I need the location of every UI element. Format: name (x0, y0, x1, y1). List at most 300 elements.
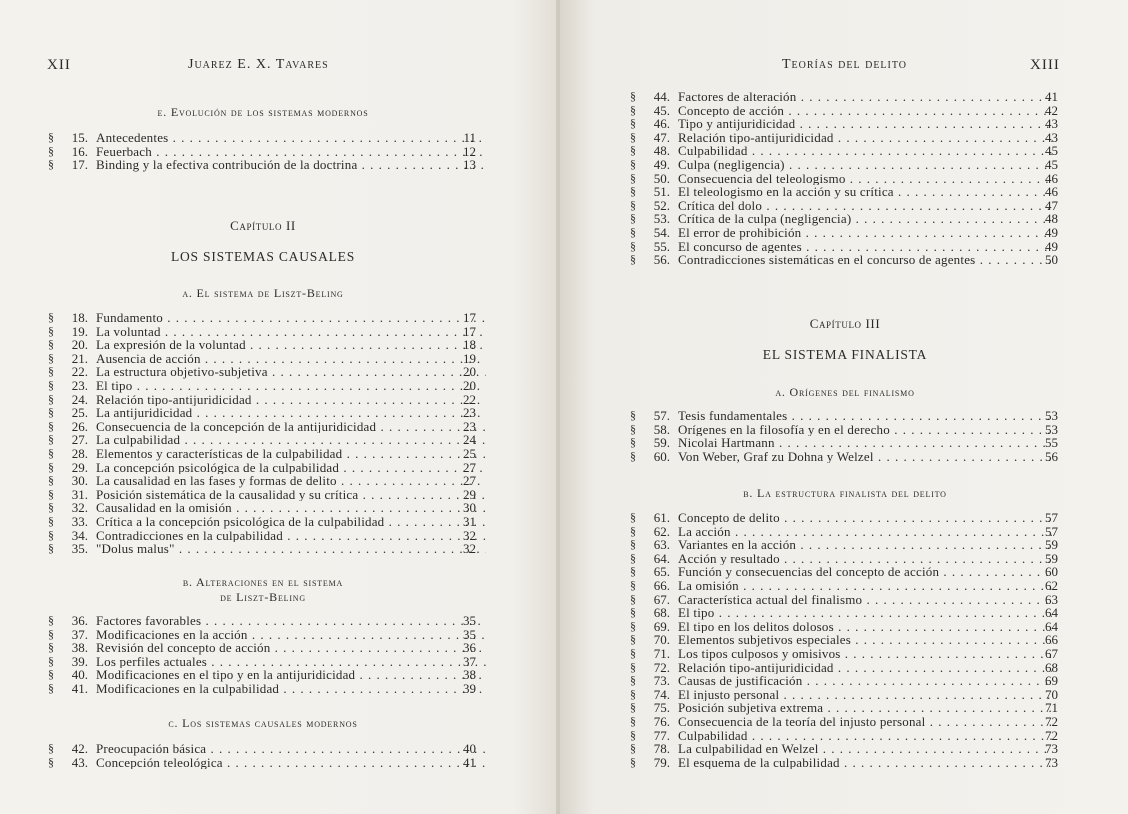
toc-entry (630, 172, 1060, 186)
section-b-finalismo-heading: b. La estructura finalista del delito (743, 486, 947, 500)
toc-section-a-finalismo (630, 409, 1060, 463)
section-sign: § (48, 310, 54, 324)
toc-entry (48, 474, 478, 488)
section-c-heading: c. Los sistemas causales modernos (168, 716, 358, 730)
toc-entry-page: 40 (463, 741, 476, 756)
toc-entry (630, 131, 1060, 145)
toc-entry (48, 338, 478, 352)
toc-entry-number: 53. (653, 211, 670, 227)
right-folio: XIII (1030, 57, 1060, 73)
toc-entry-page: 24 (463, 432, 476, 448)
left-folio: XII (47, 57, 71, 73)
toc-entry-title: Culpabilidad . . . (678, 729, 1052, 743)
toc-entry-number: 34. (71, 527, 88, 543)
toc-entry-title: Causas de justificación . . . (678, 674, 1052, 688)
toc-section-a (48, 311, 478, 556)
section-sign: § (48, 680, 54, 695)
toc-entry-page: 63 (1045, 591, 1058, 607)
toc-entry-title: Elementos subjetivos especiales . . . (678, 633, 1052, 647)
toc-entry-page: 32 (463, 527, 476, 543)
toc-entry-title: Modificaciones en la acción . . . (96, 628, 486, 642)
toc-entry (630, 742, 1060, 756)
toc-entry-number: 48. (653, 143, 670, 159)
toc-entry (48, 461, 478, 475)
toc-entry-title: Característica actual del finalismo . . . (678, 593, 1052, 607)
section-sign: § (48, 364, 54, 379)
toc-entry-title: El teleologismo en la acción y su crítica . . . (678, 185, 1052, 199)
section-sign: § (630, 550, 636, 565)
toc-entry-title: Feuerbach . . . (96, 145, 486, 159)
section-sign: § (48, 513, 54, 528)
toc-entry (630, 661, 1060, 675)
toc-entry-number: 43. (71, 754, 88, 770)
toc-entry-title: Elementos y características de la culpabilidad . . . (96, 447, 486, 461)
section-sign: § (630, 184, 636, 199)
section-sign: § (48, 500, 54, 515)
toc-entry-page: 73 (1045, 741, 1058, 757)
toc-entry-title: Causalidad en la omisión . . . (96, 501, 486, 515)
toc-entry-title: Los tipos culposos y omisivos . . . (678, 647, 1052, 661)
section-sign: § (48, 541, 54, 556)
toc-entry-title: El esquema de la culpabilidad . . . (678, 756, 1052, 770)
toc-entry (630, 158, 1060, 172)
toc-entry-page: 31 (463, 513, 476, 529)
section-sign: § (630, 591, 636, 606)
toc-entry-title: Función y consecuencias del concepto de acción . . . (678, 565, 1052, 579)
toc-entry-number: 56. (653, 252, 670, 268)
toc-entry-title: Crítica del dolo . . . (678, 199, 1052, 213)
toc-entry (48, 542, 478, 556)
toc-entry-number: 36. (71, 613, 88, 628)
toc-entry-title: Concepto de acción . . . (678, 104, 1052, 118)
toc-entry-page: 48 (1045, 211, 1058, 227)
toc-entry-page: 73 (1045, 754, 1058, 770)
toc-entry-number: 21. (71, 350, 88, 366)
toc-entry (48, 365, 478, 379)
section-sign: § (630, 686, 636, 701)
toc-entry-number: 17. (71, 157, 88, 173)
toc-entry-title: Crítica de la culpa (negligencia) . . . (678, 212, 1052, 226)
section-sign: § (630, 435, 636, 450)
toc-entry-number: 59. (653, 435, 670, 451)
toc-entry-number: 51. (653, 184, 670, 200)
toc-entry-page: 27 (463, 459, 476, 475)
toc-entry-number: 40. (71, 667, 88, 683)
toc-entry-number: 19. (71, 323, 88, 339)
toc-entry-page: 11 (463, 130, 476, 145)
toc-entry-title: Tipo y antijuridicidad . . . (678, 117, 1052, 131)
toc-entry-page: 43 (1045, 116, 1058, 132)
section-sign: § (48, 418, 54, 433)
toc-entry-title: El concurso de agentes . . . (678, 240, 1052, 254)
toc-entry (630, 185, 1060, 199)
section-b-heading-line2: de Liszt-Beling (220, 590, 306, 604)
toc-entry-number: 41. (71, 680, 88, 696)
toc-entry-page: 49 (1045, 224, 1058, 240)
toc-entry-page: 57 (1045, 523, 1058, 539)
toc-entry (630, 701, 1060, 715)
toc-entry-title: Tesis fundamentales . . . (678, 409, 1052, 423)
section-sign: § (48, 405, 54, 420)
toc-entry-page: 35 (463, 626, 476, 642)
toc-entry-number: 28. (71, 445, 88, 461)
toc-entry (630, 729, 1060, 743)
toc-entry-page: 25 (463, 445, 476, 461)
toc-entry (630, 240, 1060, 254)
toc-entry (48, 145, 478, 159)
toc-entry-title: Relación tipo-antijuridicidad . . . (678, 131, 1052, 145)
toc-entry (630, 525, 1060, 539)
toc-entry-number: 64. (653, 550, 670, 566)
section-sign: § (630, 645, 636, 660)
toc-entry-number: 47. (653, 129, 670, 145)
section-sign: § (48, 337, 54, 352)
toc-entry (630, 436, 1060, 450)
toc-entry-number: 62. (653, 523, 670, 539)
toc-entry-number: 60. (653, 448, 670, 464)
toc-entry-title: Relación tipo-antijuridicidad . . . (678, 661, 1052, 675)
toc-entry-page: 20 (463, 364, 476, 380)
toc-entry (630, 117, 1060, 131)
toc-entry (48, 529, 478, 543)
toc-entry-number: 24. (71, 391, 88, 407)
section-sign: § (630, 224, 636, 239)
toc-entry (630, 756, 1060, 770)
section-sign: § (630, 156, 636, 171)
toc-entry-title: La culpabilidad en Welzel . . . (678, 742, 1052, 756)
toc-entry-page: 71 (1045, 700, 1058, 716)
toc-entry (630, 620, 1060, 634)
toc-entry-number: 69. (653, 618, 670, 634)
section-sign: § (48, 157, 54, 172)
toc-entry-page: 32 (463, 541, 476, 557)
section-sign: § (48, 741, 54, 755)
toc-entry-title: Antecedentes . . . (96, 131, 486, 145)
section-sign: § (630, 564, 636, 579)
toc-entry-page: 50 (1045, 252, 1058, 268)
toc-entry-title: La antijuridicidad . . . (96, 406, 486, 420)
toc-entry-number: 16. (71, 143, 88, 159)
right-running-head: Teorías del delito (782, 57, 908, 72)
toc-entry (630, 633, 1060, 647)
toc-entry (48, 501, 478, 515)
section-e-heading: e. Evolución de los sistemas modernos (157, 105, 369, 119)
toc-entry-number: 63. (653, 537, 670, 553)
toc-entry-title: La causalidad en las fases y formas de delito . . . (96, 474, 486, 488)
toc-entry-number: 20. (71, 337, 88, 353)
toc-entry (48, 641, 478, 655)
toc-entry-number: 67. (653, 591, 670, 607)
toc-entry-page: 41 (463, 754, 476, 770)
toc-entry (630, 565, 1060, 579)
toc-entry-page: 37 (463, 653, 476, 669)
toc-entry (48, 756, 478, 770)
toc-entry-page: 59 (1045, 550, 1058, 566)
toc-entry-number: 70. (653, 632, 670, 648)
toc-entry-page: 72 (1045, 727, 1058, 743)
toc-entry-title: Contradicciones sistemáticas en el concurso de agentes . . . (678, 253, 1052, 267)
toc-entry-number: 42. (71, 741, 88, 756)
section-sign: § (48, 143, 54, 158)
toc-entry-number: 73. (653, 673, 670, 689)
toc-section-b (48, 614, 478, 696)
toc-entry (630, 253, 1060, 267)
toc-entry-number: 71. (653, 645, 670, 661)
toc-entry-page: 18 (463, 337, 476, 353)
toc-entry-title: La acción . . . (678, 525, 1052, 539)
toc-entry (630, 423, 1060, 437)
section-sign: § (48, 754, 54, 769)
section-sign: § (48, 613, 54, 627)
section-sign: § (48, 473, 54, 488)
toc-entry-title: La voluntad . . . (96, 325, 486, 339)
toc-entry-page: 38 (463, 667, 476, 683)
toc-entry-number: 79. (653, 754, 670, 770)
toc-entry-page: 53 (1045, 408, 1058, 423)
section-sign: § (630, 700, 636, 715)
toc-entry-page: 46 (1045, 170, 1058, 186)
section-sign: § (630, 143, 636, 158)
toc-entry-page: 47 (1045, 197, 1058, 213)
toc-entry-page: 36 (463, 640, 476, 656)
toc-entry-page: 27 (463, 473, 476, 489)
toc-entry-number: 75. (653, 700, 670, 716)
section-sign: § (630, 238, 636, 253)
toc-entry-page: 64 (1045, 618, 1058, 634)
toc-entry-title: Posición sistemática de la causalidad y su crítica . . . (96, 488, 486, 502)
section-sign: § (630, 129, 636, 144)
toc-entry-number: 44. (653, 89, 670, 104)
toc-entry-number: 77. (653, 727, 670, 743)
toc-entry (48, 515, 478, 529)
toc-entry-page: 59 (1045, 537, 1058, 553)
toc-entry-number: 45. (653, 102, 670, 118)
toc-entry (48, 742, 478, 756)
left-page (0, 0, 558, 814)
toc-entry-title: Variantes en la acción . . . (678, 538, 1052, 552)
toc-entry-number: 35. (71, 541, 88, 557)
toc-entry-page: 53 (1045, 421, 1058, 437)
toc-entry-page: 57 (1045, 510, 1058, 525)
toc-entry-title: Concepción teleológica . . . (96, 756, 486, 770)
section-sign: § (630, 537, 636, 552)
chapter-iii-title: EL SISTEMA FINALISTA (762, 347, 928, 362)
toc-entry-title: Preocupación básica . . . (96, 742, 486, 756)
toc-entry (630, 538, 1060, 552)
toc-section-e (48, 131, 478, 172)
toc-entry-title: Culpa (negligencia) . . . (678, 158, 1052, 172)
toc-entry-page: 39 (463, 680, 476, 696)
section-sign: § (630, 170, 636, 185)
toc-entry (48, 379, 478, 393)
toc-entry-page: 19 (463, 350, 476, 366)
section-sign: § (48, 486, 54, 501)
toc-entry (630, 647, 1060, 661)
toc-entry-number: 38. (71, 640, 88, 656)
toc-entry-title: Factores de alteración . . . (678, 90, 1052, 104)
toc-entry-page: 70 (1045, 686, 1058, 702)
toc-entry-title: Crítica a la concepción psicológica de la culpabilidad . . . (96, 515, 486, 529)
toc-entry-title: Consecuencia del teleologismo . . . (678, 172, 1052, 186)
toc-section-b-finalismo (630, 511, 1060, 769)
section-sign: § (630, 577, 636, 592)
toc-entry-title: Consecuencia de la concepción de la antijuridicidad . . . (96, 420, 486, 434)
toc-entry-title: Von Weber, Graf zu Dohna y Welzel . . . (678, 450, 1052, 464)
toc-entry-number: 61. (653, 510, 670, 525)
toc-entry-number: 27. (71, 432, 88, 448)
section-a-finalismo-heading: a. Orígenes del finalismo (775, 385, 915, 399)
toc-entry-number: 25. (71, 405, 88, 421)
toc-entry-page: 45 (1045, 156, 1058, 172)
toc-entry-page: 17 (463, 310, 476, 325)
toc-entry-page: 55 (1045, 435, 1058, 451)
section-sign: § (630, 408, 636, 422)
toc-entry-title: Concepto de delito . . . (678, 511, 1052, 525)
toc-entry-page: 69 (1045, 673, 1058, 689)
toc-entry-page: 64 (1045, 605, 1058, 621)
section-sign: § (630, 673, 636, 688)
section-sign: § (630, 632, 636, 647)
section-sign: § (630, 659, 636, 674)
toc-entry-number: 54. (653, 224, 670, 240)
toc-entry-page: 29 (463, 486, 476, 502)
chapter-ii-title: LOS SISTEMAS CAUSALES (170, 249, 356, 264)
toc-entry (48, 682, 478, 696)
toc-entry-title: Ausencia de acción . . . (96, 352, 486, 366)
section-sign: § (630, 510, 636, 524)
section-sign: § (630, 523, 636, 538)
toc-entry-title: Fundamento . . . (96, 311, 486, 325)
toc-entry-title: Revisión del concepto de acción . . . (96, 641, 486, 655)
section-sign: § (630, 102, 636, 117)
section-sign: § (630, 618, 636, 633)
section-sign: § (48, 626, 54, 641)
toc-section-c (48, 742, 478, 769)
toc-entry-title: Modificaciones en la culpabilidad . . . (96, 682, 486, 696)
toc-entry (48, 628, 478, 642)
section-sign: § (48, 432, 54, 447)
toc-entry-title: Factores favorables . . . (96, 614, 486, 628)
toc-entry-number: 78. (653, 741, 670, 757)
toc-entry (48, 433, 478, 447)
toc-entry-number: 52. (653, 197, 670, 213)
section-sign: § (630, 252, 636, 267)
toc-entry-title: Binding y la efectiva contribución de la doctrina . . . (96, 158, 486, 172)
toc-entry (630, 144, 1060, 158)
toc-entry-page: 68 (1045, 659, 1058, 675)
chapter-ii-label: Capítulo II (230, 218, 296, 233)
toc-entry-title: Los perfiles actuales . . . (96, 655, 486, 669)
toc-entry-page: 60 (1045, 564, 1058, 580)
toc-entry-number: 37. (71, 626, 88, 642)
toc-entry (630, 715, 1060, 729)
section-sign: § (48, 130, 54, 144)
toc-entry (48, 488, 478, 502)
toc-entry-number: 29. (71, 459, 88, 475)
toc-entry (48, 614, 478, 628)
toc-entry-page: 62 (1045, 577, 1058, 593)
toc-entry (48, 406, 478, 420)
toc-entry-number: 18. (71, 310, 88, 325)
toc-entry-title: La estructura objetivo-subjetiva . . . (96, 365, 486, 379)
section-sign: § (630, 713, 636, 728)
section-sign: § (630, 197, 636, 212)
toc-entry-title: "Dolus malus" . . . (96, 542, 486, 556)
toc-entry-page: 66 (1045, 632, 1058, 648)
toc-entry-page: 17 (463, 323, 476, 339)
toc-entry-title: Contradicciones en la culpabilidad . . . (96, 529, 486, 543)
left-running-head: Juarez E. X. Tavares (188, 57, 329, 72)
section-sign: § (48, 350, 54, 365)
toc-entry (48, 131, 478, 145)
toc-entry-number: 23. (71, 377, 88, 393)
toc-entry (48, 311, 478, 325)
section-sign: § (630, 89, 636, 103)
toc-entry (630, 579, 1060, 593)
toc-entry-number: 65. (653, 564, 670, 580)
toc-entry (630, 511, 1060, 525)
toc-entry (630, 593, 1060, 607)
toc-entry-title: Nicolai Hartmann . . . (678, 436, 1052, 450)
toc-entry (48, 655, 478, 669)
toc-entry (48, 420, 478, 434)
toc-entry-title: Orígenes en la filosofía y en el derecho . . . (678, 423, 1052, 437)
right-page (560, 0, 1128, 814)
toc-entry-number: 55. (653, 238, 670, 254)
section-sign: § (48, 667, 54, 682)
toc-entry (48, 325, 478, 339)
toc-entry-title: La culpabilidad . . . (96, 433, 486, 447)
toc-entry-number: 39. (71, 653, 88, 669)
toc-entry (630, 104, 1060, 118)
toc-entry-title: Modificaciones en el tipo y en la antijuridicidad . . . (96, 668, 486, 682)
toc-entry-number: 31. (71, 486, 88, 502)
toc-entry (48, 158, 478, 172)
toc-entry (630, 674, 1060, 688)
toc-entry-number: 22. (71, 364, 88, 380)
toc-entry (48, 447, 478, 461)
toc-entry-number: 30. (71, 473, 88, 489)
toc-entry-title: Acción y resultado . . . (678, 552, 1052, 566)
section-sign: § (630, 741, 636, 756)
toc-entry-number: 57. (653, 408, 670, 423)
chapter-iii-label: Capítulo III (809, 316, 881, 331)
toc-entry (630, 606, 1060, 620)
toc-entry-page: 67 (1045, 645, 1058, 661)
toc-entry-page: 43 (1045, 129, 1058, 145)
toc-entry-title: La expresión de la voluntad . . . (96, 338, 486, 352)
toc-entry-number: 58. (653, 421, 670, 437)
toc-entry-page: 46 (1045, 184, 1058, 200)
toc-entry (630, 552, 1060, 566)
toc-entry-title: El injusto personal . . . (678, 688, 1052, 702)
section-sign: § (48, 640, 54, 655)
toc-entry-page: 23 (463, 418, 476, 434)
toc-entry (630, 226, 1060, 240)
toc-entry (630, 688, 1060, 702)
toc-entry-number: 15. (71, 130, 88, 145)
toc-entry (630, 409, 1060, 423)
toc-entry-page: 23 (463, 405, 476, 421)
toc-entry-title: Culpabilidad . . . (678, 144, 1052, 158)
section-b-heading-line1: b. Alteraciones en el sistema (182, 575, 344, 589)
toc-entry-page: 72 (1045, 713, 1058, 729)
toc-entry-number: 50. (653, 170, 670, 186)
section-sign: § (630, 211, 636, 226)
section-sign: § (630, 605, 636, 620)
toc-entry-page: 49 (1045, 238, 1058, 254)
section-sign: § (630, 727, 636, 742)
